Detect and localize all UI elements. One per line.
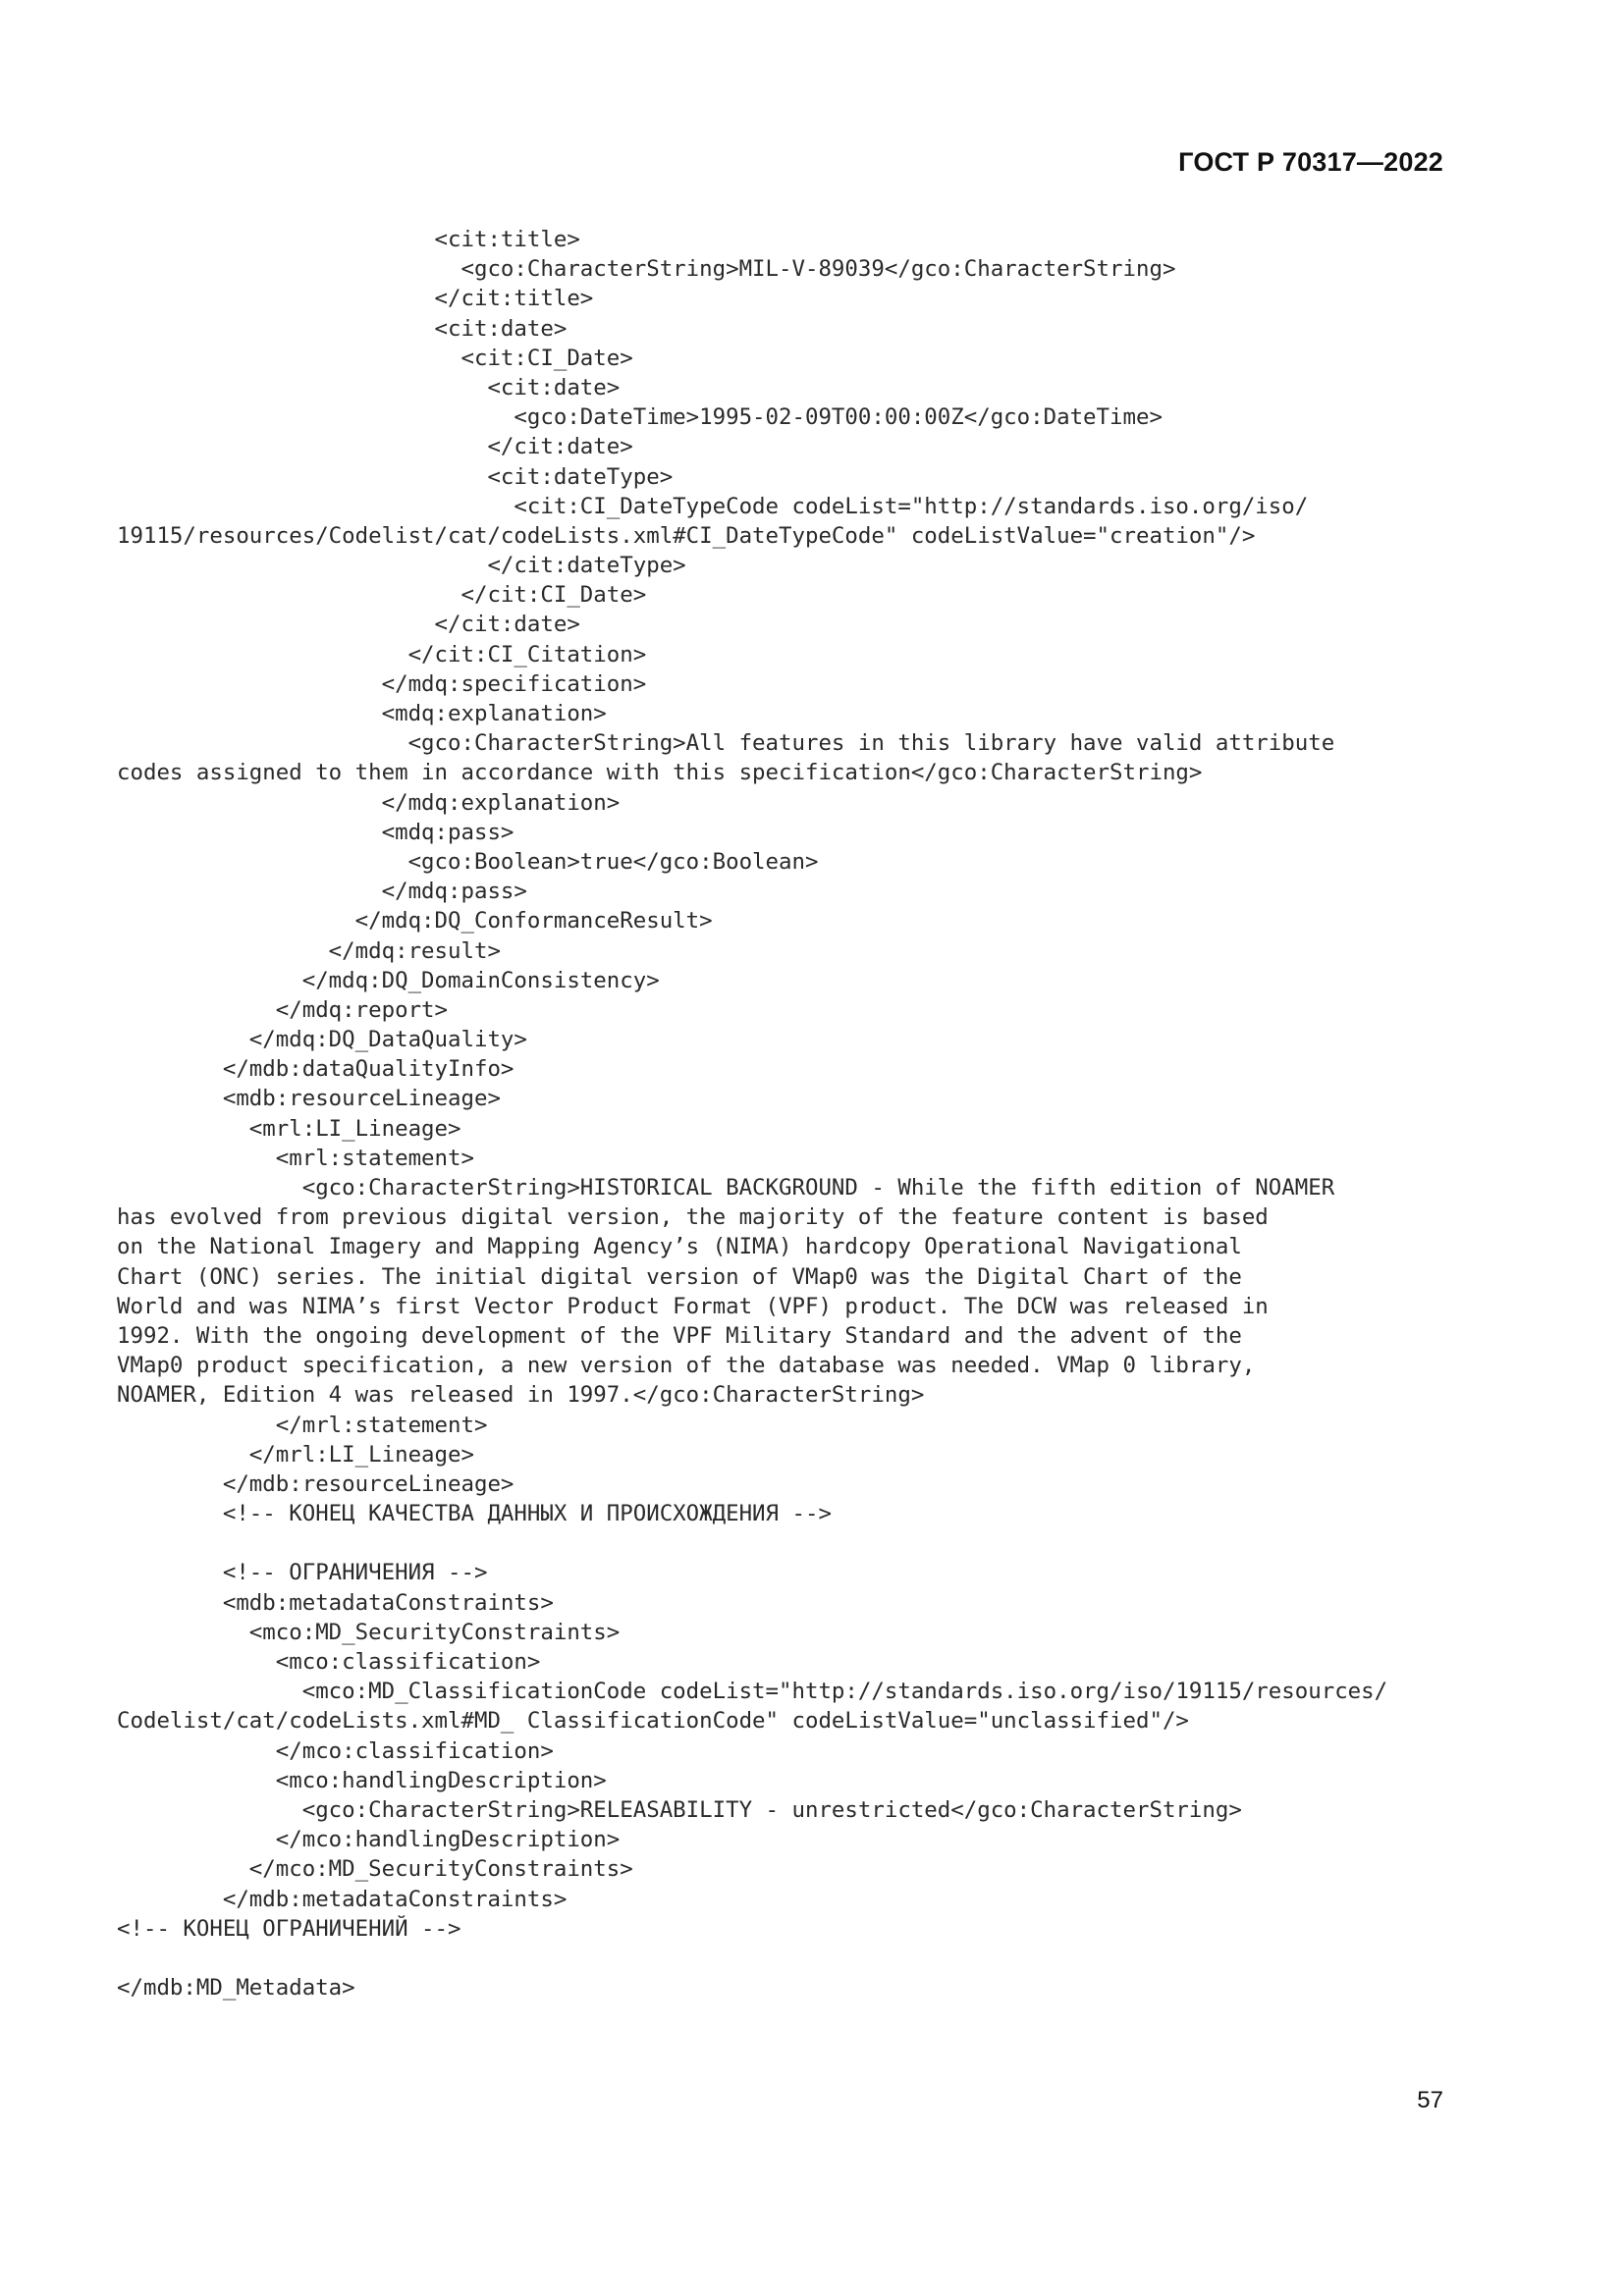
code-line: </mco:MD_SecurityConstraints> — [117, 1856, 633, 1883]
code-line: 1992. With the ongoing development of the VPF Military Standard and the advent of the — [117, 1322, 1242, 1349]
code-line: </cit:CI_Date> — [117, 582, 647, 609]
code-line: <cit:date> — [117, 315, 568, 342]
code-line: <gco:CharacterString>RELEASABILITY - unrestricted</gco:CharacterString> — [117, 1796, 1242, 1823]
page-number: 57 — [1417, 2087, 1443, 2113]
code-line: </mdq:DQ_DataQuality> — [117, 1027, 527, 1053]
code-line — [117, 1944, 1462, 1973]
code-line: <mdb:metadataConstraints> — [117, 1589, 554, 1616]
code-line: </mrl:statement> — [117, 1412, 488, 1438]
code-line: </mdq:result> — [117, 937, 501, 964]
code-line — [117, 1528, 1462, 1558]
standard-header: ГОСТ Р 70317—2022 — [1178, 147, 1443, 177]
code-line: </cit:title> — [117, 286, 594, 312]
code-line: <gco:DateTime>1995-02-09T00:00:00Z</gco:DateTime> — [117, 404, 1163, 431]
code-line: </mdq:explanation> — [117, 789, 621, 816]
code-line: </mdb:MD_Metadata> — [117, 1975, 355, 2002]
code-line: Codelist/cat/codeLists.xml#MD_ ClassificationCode" codeListValue="unclassified"/> — [117, 1708, 1189, 1735]
code-line: <cit:CI_DateTypeCode codeList="http://standards.iso.org/iso/ — [117, 493, 1309, 519]
code-line: on the National Imagery and Mapping Agency’s (NIMA) hardcopy Operational Navigational — [117, 1234, 1242, 1260]
code-line: <cit:date> — [117, 374, 621, 400]
code-line: </mco:handlingDescription> — [117, 1827, 621, 1853]
code-line: </cit:date> — [117, 434, 633, 460]
code-line: <cit:CI_Date> — [117, 345, 633, 371]
code-line: <cit:title> — [117, 227, 580, 252]
code-line: <mdb:resourceLineage> — [117, 1086, 501, 1112]
code-line: </cit:CI_Citation> — [117, 641, 647, 667]
code-line: <cit:dateType> — [117, 463, 674, 490]
code-line: </mdq:pass> — [117, 879, 527, 905]
code-line: <gco:Boolean>true</gco:Boolean> — [117, 848, 819, 875]
code-line: </mdq:DQ_DomainConsistency> — [117, 967, 660, 993]
code-line: </mdq:report> — [117, 996, 449, 1023]
code-line: <mdq:pass> — [117, 819, 514, 845]
code-line: <gco:CharacterString>HISTORICAL BACKGROUND - While the fifth edition of NOAMER — [117, 1175, 1335, 1201]
code-line: <mrl:statement> — [117, 1145, 474, 1171]
code-line: <gco:CharacterString>MIL-V-89039</gco:CharacterString> — [117, 256, 1176, 283]
xml-code-listing — [117, 225, 1462, 2002]
code-line: <mco:handlingDescription> — [117, 1767, 607, 1793]
code-line: VMap0 product specification, a new version of the database was needed. VMap 0 library, — [117, 1353, 1256, 1379]
code-line: <!-- КОНЕЦ ОГРАНИЧЕНИЙ --> — [117, 1915, 461, 1942]
code-line: Chart (ONC) series. The initial digital version of VMap0 was the Digital Chart of the — [117, 1263, 1242, 1290]
code-line: </mdq:specification> — [117, 670, 647, 697]
code-line: <mrl:LI_Lineage> — [117, 1115, 461, 1142]
code-line: <mco:classification> — [117, 1649, 541, 1675]
code-line: 19115/resources/Codelist/cat/codeLists.xml#CI_DateTypeCode" codeListValue="creation"/> — [117, 522, 1256, 549]
code-line: </mdb:dataQualityInfo> — [117, 1056, 514, 1083]
code-line: <gco:CharacterString>All features in this library have valid attribute — [117, 730, 1335, 757]
code-line: </mco:classification> — [117, 1737, 554, 1764]
code-line: </cit:dateType> — [117, 553, 686, 579]
code-line: codes assigned to them in accordance with this specification</gco:CharacterString> — [117, 760, 1203, 786]
code-line: </cit:date> — [117, 612, 580, 638]
code-line: <mdq:explanation> — [117, 701, 607, 726]
code-line: </mrl:LI_Lineage> — [117, 1441, 474, 1468]
code-line: </mdb:resourceLineage> — [117, 1470, 514, 1497]
code-line: NOAMER, Edition 4 was released in 1997.</gco:CharacterString> — [117, 1382, 925, 1409]
code-line: <!-- КОНЕЦ КАЧЕСТВА ДАННЫХ И ПРОИСХОЖДЕНИЯ --> — [117, 1501, 832, 1527]
code-line: <mco:MD_ClassificationCode codeList="http://standards.iso.org/iso/19115/resources/ — [117, 1679, 1388, 1705]
code-line: <mco:MD_SecurityConstraints> — [117, 1619, 621, 1645]
code-line: </mdq:DQ_ConformanceResult> — [117, 908, 713, 934]
code-line: has evolved from previous digital version, the majority of the feature content is based — [117, 1204, 1269, 1231]
code-line: <!-- ОГРАНИЧЕНИЯ --> — [117, 1560, 488, 1586]
code-line: World and was NIMA’s first Vector Product Format (VPF) product. The DCW was released in — [117, 1293, 1269, 1319]
code-line: </mdb:metadataConstraints> — [117, 1886, 568, 1912]
